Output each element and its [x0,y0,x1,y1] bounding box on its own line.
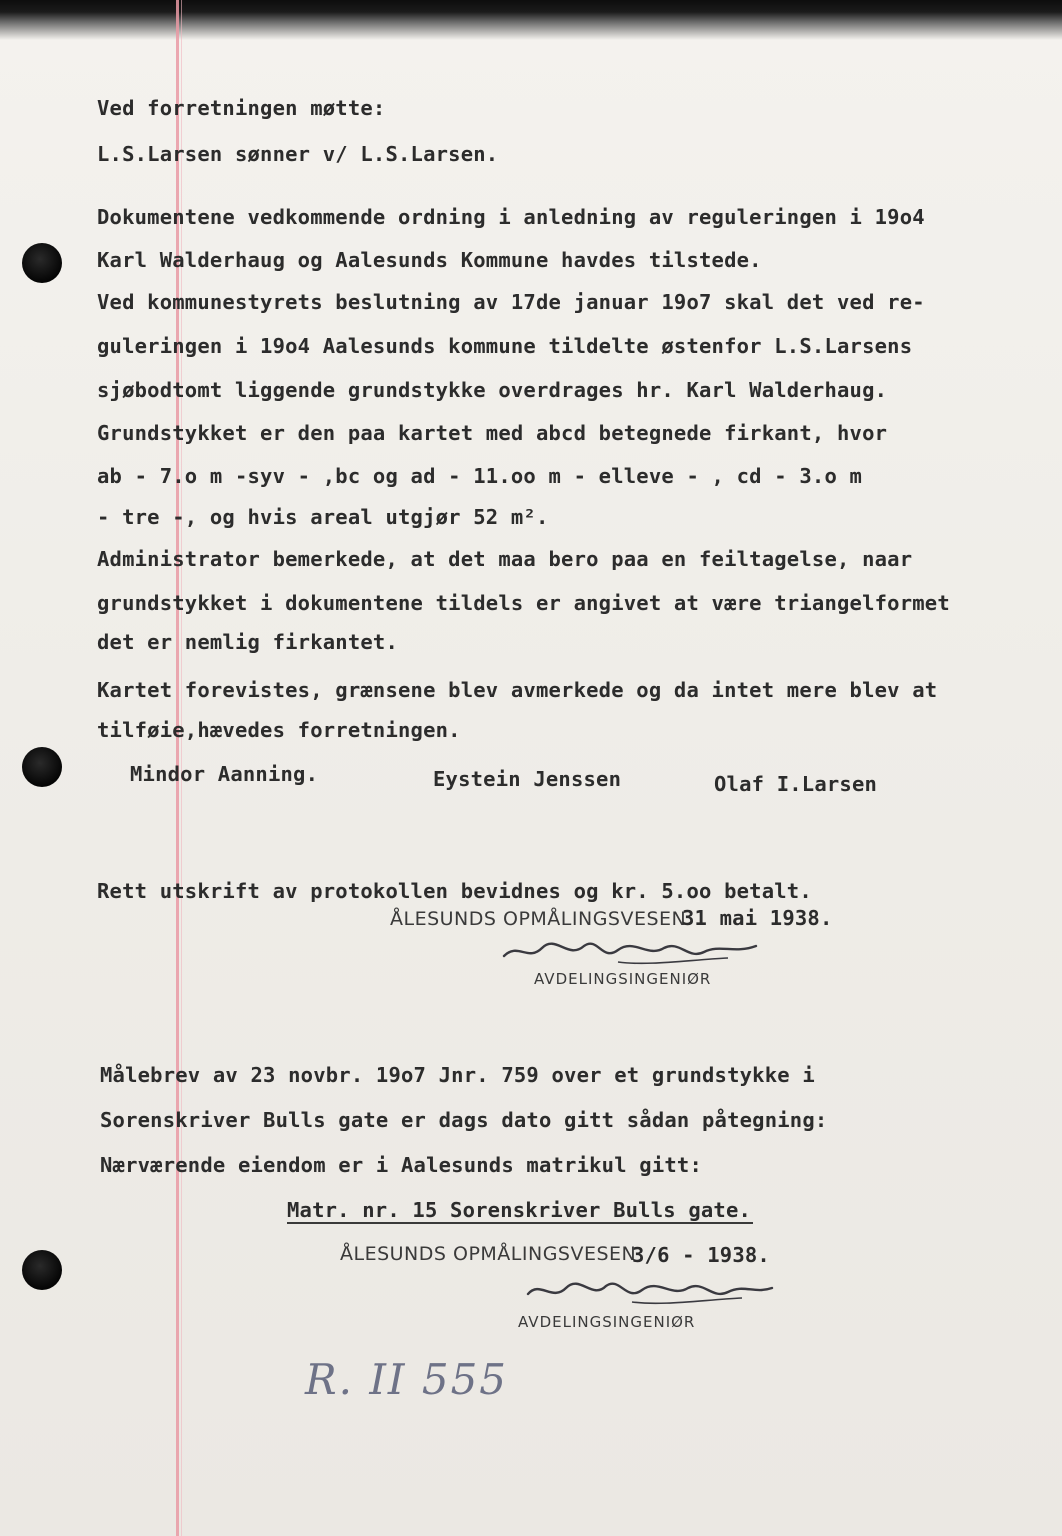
stamp-date: 3/6 - 1938. [632,1243,770,1267]
text-line: Grundstykket er den paa kartet med abcd betegnede firkant, hvor [97,421,888,445]
text-line: Ved kommunestyrets beslutning av 17de januar 19o7 skal det ved re- [97,290,925,314]
stamp-title: AVDELINGSINGENIØR [534,970,712,988]
scan-edge-shadow [0,0,1062,40]
signatory-name: Mindor Aanning. [130,762,319,786]
punch-hole-icon [22,747,62,787]
text-line: L.S.Larsen sønner v/ L.S.Larsen. [97,142,499,166]
text-line: Målebrev av 23 novbr. 19o7 Jnr. 759 over et grundstykke i [100,1063,815,1087]
signature-icon [522,1272,782,1312]
text-line: det er nemlig firkantet. [97,630,399,654]
text-line: Kartet forevistes, grænsene blev avmerkede og da intet mere blev at [97,678,938,702]
signature-icon [498,932,768,972]
stamp-office: ÅLESUNDS OPMÅLINGSVESEN [390,908,687,930]
certification-line: Rett utskrift av protokollen bevidnes og kr. 5.oo betalt. [97,879,812,903]
stamp-title: AVDELINGSINGENIØR [518,1313,696,1331]
text-line: guleringen i 19o4 Aalesunds kommune tildelte østenfor L.S.Larsens [97,334,913,358]
text-line: tilføie,hævedes forretningen. [97,718,461,742]
matrikul-line: Matr. nr. 15 Sorenskriver Bulls gate. [287,1198,752,1222]
text-line: ab - 7.o m -syv - ,bc og ad - 11.oo m - elleve - , cd - 3.o m [97,464,863,488]
text-line: Karl Walderhaug og Aalesunds Kommune havdes tilstede. [97,248,762,272]
punch-hole-icon [22,243,62,283]
handwritten-reference: R. II 555 [305,1355,509,1404]
text-line: Nærværende eiendom er i Aalesunds matrikul gitt: [100,1153,703,1177]
matrikul-underline [287,1222,753,1224]
text-line: Ved forretningen møtte: [97,96,386,120]
signatory-name: Olaf I.Larsen [714,772,878,796]
text-line: Sorenskriver Bulls gate er dags dato gitt sådan påtegning: [100,1108,828,1132]
signatory-name: Eystein Jenssen [433,767,622,791]
text-line: sjøbodtomt liggende grundstykke overdrages hr. Karl Walderhaug. [97,378,888,402]
text-line: Dokumentene vedkommende ordning i anledning av reguleringen i 19o4 [97,205,925,229]
text-line: grundstykket i dokumentene tildels er angivet at være triangelformet [97,591,950,615]
stamp-date: 31 mai 1938. [682,906,833,930]
stamp-office: ÅLESUNDS OPMÅLINGSVESEN [340,1243,637,1265]
punch-hole-icon [22,1250,62,1290]
text-line: Administrator bemerkede, at det maa bero paa en feiltagelse, naar [97,547,913,571]
text-line: - tre -, og hvis areal utgjør 52 m². [97,505,549,529]
